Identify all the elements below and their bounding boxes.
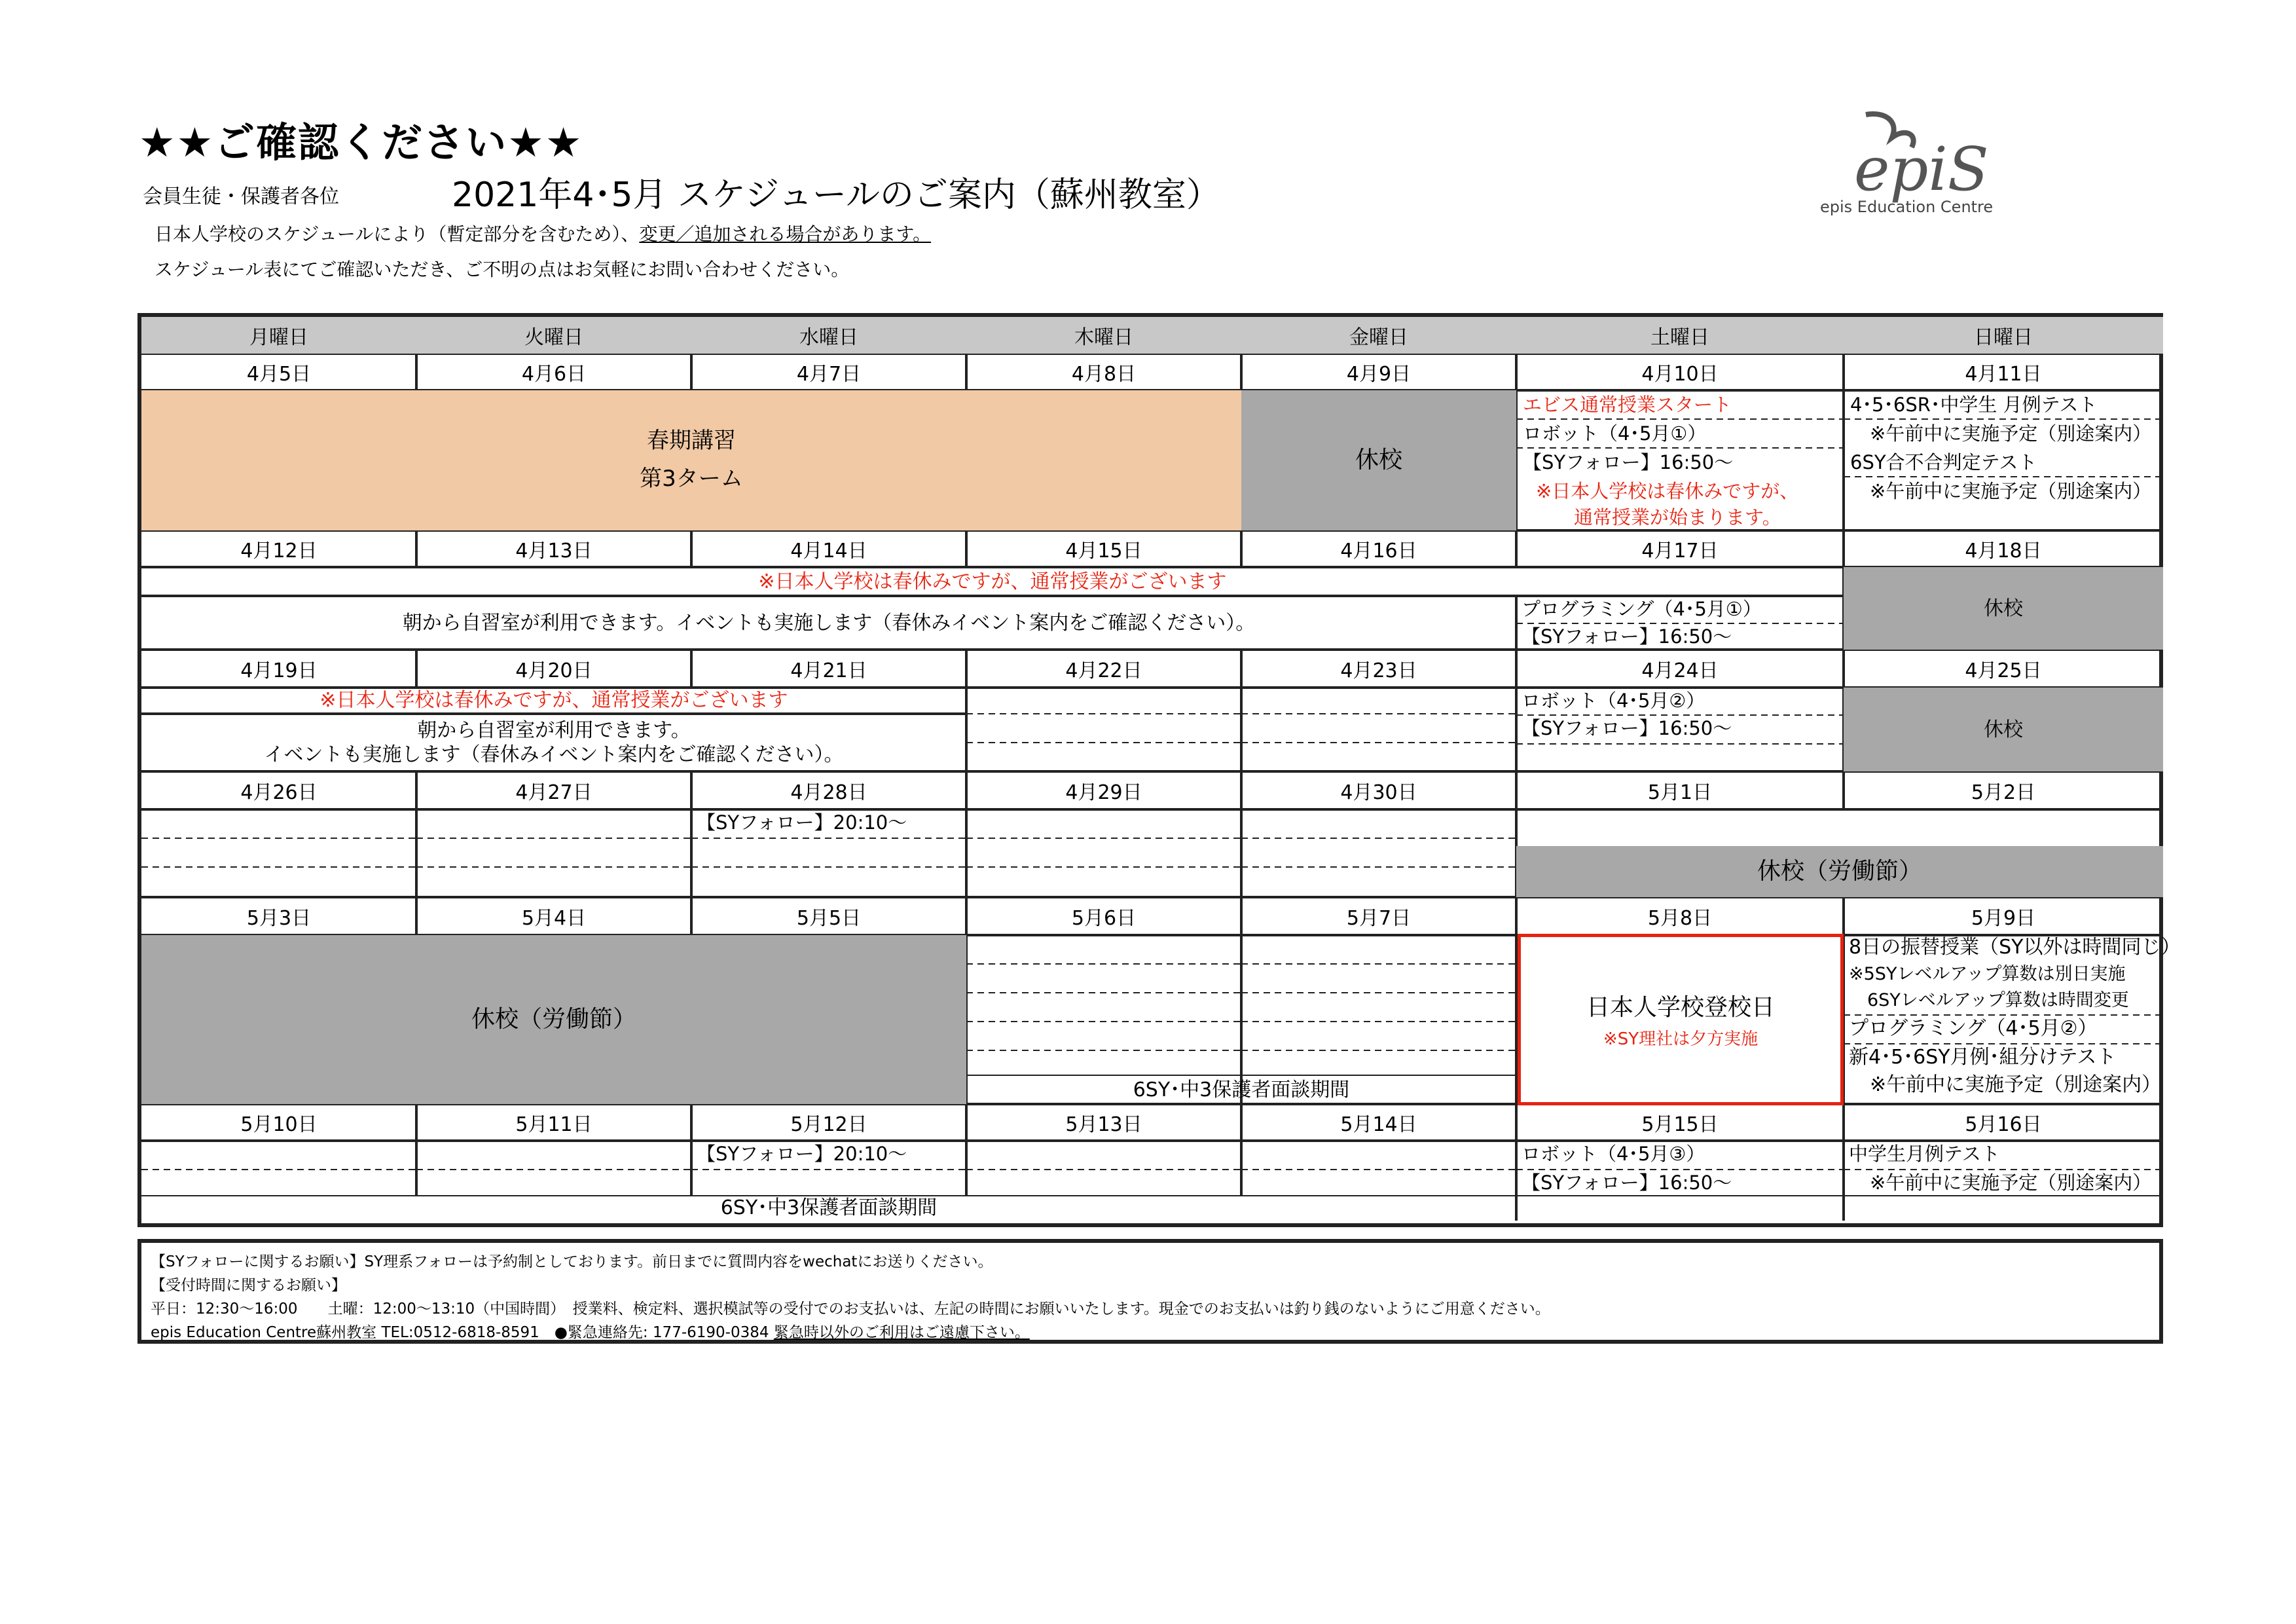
closed-text — [1516, 846, 2163, 897]
cell-line: 6SY･中3保護者面談期間 — [720, 1196, 938, 1219]
interview-period — [966, 1075, 1516, 1104]
date-cell: 5月2日 — [1971, 781, 2036, 804]
weekday-5: 土曜日 — [1650, 326, 1709, 349]
self-study-text — [141, 714, 966, 771]
sat-event: 【SYフォロー】16:50～ — [1522, 717, 1732, 739]
date-cell: 5月10日 — [240, 1113, 318, 1136]
date-cell: 4月11日 — [1965, 363, 2042, 386]
date-cell: 4月21日 — [790, 659, 867, 682]
date-cell: 5月5日 — [796, 907, 862, 930]
date-cell: 4月7日 — [796, 363, 862, 386]
date-cell: 5月3日 — [246, 907, 312, 930]
school-day-title: 日本人学校登校日 — [1586, 993, 1775, 1021]
date-cell: 4月13日 — [515, 540, 592, 563]
date-cell: 5月14日 — [1340, 1113, 1417, 1136]
footer-emergency-note: 緊急時以外のご利用はご遠慮下さい。 — [773, 1324, 1030, 1341]
closed-text — [1241, 390, 1516, 530]
cell-line: 休校 — [1984, 718, 2023, 741]
sun-event: 6SYレベルアップ算数は時間変更 — [1867, 990, 2129, 1010]
sy-follow: 【SYフォロー】20:10～ — [697, 1143, 907, 1165]
svg-text:epiS: epiS — [1854, 134, 1989, 204]
notice-line-1-underlined: 変更／追加される場合があります。 — [639, 223, 932, 245]
sun-event: 4･5･6SR･中学生 月例テスト — [1850, 394, 2098, 416]
closed-text — [141, 935, 966, 1104]
spring-course-text — [141, 390, 1241, 530]
date-cell: 4月16日 — [1340, 540, 1417, 563]
date-cell: 4月27日 — [515, 781, 592, 804]
footer-line-1: 【SYフォローに関するお願い】SY理系フォローは予約制としております。前日までに質問内容をwechatにお送りください。 — [151, 1253, 993, 1270]
footer-notes — [137, 1239, 2163, 1344]
notice-line-1-text: 日本人学校のスケジュールにより（暫定部分を含むため）、 — [155, 223, 640, 245]
cell-line: 第3ターム — [640, 466, 743, 492]
cell-line: 春期講習 — [647, 428, 736, 454]
date-cell: 4月9日 — [1346, 363, 1412, 386]
school-day-note: ※SY理社は夕方実施 — [1603, 1029, 1758, 1049]
date-cell: 5月16日 — [1965, 1113, 2042, 1136]
notice-bar — [141, 688, 966, 714]
cell-line: 6SY･中3保護者面談期間 — [1133, 1078, 1350, 1101]
date-cell: 4月26日 — [240, 781, 318, 804]
sat-event: ロボット（4･5月①） — [1523, 422, 1707, 445]
sat-event: エビス通常授業スタート — [1523, 394, 1732, 416]
date-cell: 5月15日 — [1641, 1113, 1719, 1136]
weekday-4: 金曜日 — [1349, 326, 1408, 349]
cell-line: 休校 — [1355, 447, 1402, 474]
weekday-3: 木曜日 — [1074, 326, 1133, 349]
weekday-0: 月曜日 — [249, 326, 308, 349]
sat-event: ロボット（4･5月②） — [1522, 690, 1705, 712]
date-cell: 4月30日 — [1340, 781, 1417, 804]
date-cell: 4月10日 — [1641, 363, 1719, 386]
date-cell: 4月24日 — [1641, 659, 1719, 682]
cell-line: 休校 — [1984, 597, 2023, 620]
school-day-box — [1518, 934, 1844, 1105]
sat-event: 【SYフォロー】16:50～ — [1523, 451, 1734, 473]
notice-line-1 — [155, 220, 931, 246]
sat-event: ロボット（4･5月③） — [1522, 1143, 1705, 1165]
date-cell: 5月11日 — [515, 1113, 592, 1136]
sat-note: 通常授業が始まります。 — [1574, 506, 1781, 528]
sun-event: ※午前中に実施予定（別途案内） — [1870, 1073, 2162, 1096]
date-cell: 5月7日 — [1346, 907, 1412, 930]
sat-event: プログラミング（4･5月①） — [1522, 598, 1762, 620]
date-cell: 4月12日 — [240, 540, 318, 563]
schedule-title: 2021年4･5月 スケジュールのご案内（蘇州教室） — [452, 175, 1220, 215]
closed-text — [1844, 567, 2163, 650]
cell-line: ※日本人学校は春休みですが、通常授業がございます — [319, 689, 788, 712]
notice-bar — [141, 567, 1844, 596]
footer-line-2: 【受付時間に関するお願い】 — [151, 1277, 346, 1294]
date-cell: 4月6日 — [521, 363, 587, 386]
sat-event: 【SYフォロー】16:50～ — [1522, 1172, 1732, 1194]
recipients-label: 会員生徒・保護者各位 — [143, 185, 339, 208]
date-cell: 4月8日 — [1071, 363, 1137, 386]
date-cell: 4月20日 — [515, 659, 592, 682]
sun-event: ※午前中に実施予定（別途案内） — [1870, 480, 2152, 502]
weekday-2: 水曜日 — [799, 326, 858, 349]
date-cell: 4月23日 — [1340, 659, 1417, 682]
date-cell: 5月6日 — [1071, 907, 1137, 930]
cell-line: 休校（労働節） — [471, 1006, 636, 1033]
cell-line: イベントも実施します（春休みイベント案内をご確認ください）。 — [264, 743, 844, 766]
date-cell: 5月13日 — [1065, 1113, 1142, 1136]
date-cell: 4月25日 — [1965, 659, 2042, 682]
sun-event: 6SY合不合判定テスト — [1850, 451, 2037, 473]
interview-period — [141, 1196, 1516, 1221]
self-study-text — [141, 596, 1516, 650]
sun-event: ※5SYレベルアップ算数は別日実施 — [1849, 964, 2126, 984]
date-cell: 4月15日 — [1065, 540, 1142, 563]
cell-line: ※日本人学校は春休みですが、通常授業がございます — [758, 570, 1227, 593]
date-cell: 5月9日 — [1971, 907, 2036, 930]
cell-line: 朝から自習室が利用できます。 — [417, 718, 691, 742]
date-cell: 4月18日 — [1965, 540, 2042, 563]
sun-event: プログラミング（4･5月②） — [1849, 1017, 2098, 1040]
date-cell: 4月29日 — [1065, 781, 1142, 804]
date-cell: 5月1日 — [1647, 781, 1713, 804]
calendar-cells — [141, 317, 2181, 1223]
cell-line: 朝から自習室が利用できます。イベントも実施します（春休みイベント案内をご確認ください）。 — [402, 611, 1256, 635]
sat-event: 【SYフォロー】16:50～ — [1522, 625, 1732, 648]
date-cell: 5月8日 — [1647, 907, 1713, 930]
sun-event: ※午前中に実施予定（別途案内） — [1870, 422, 2152, 445]
weekday-1: 火曜日 — [524, 326, 583, 349]
cell-line: 休校（労働節） — [1757, 858, 1922, 885]
page-title: ★★ご確認ください★★ — [139, 119, 583, 166]
weekday-6: 日曜日 — [1974, 326, 2033, 349]
date-cell: 4月22日 — [1065, 659, 1142, 682]
footer-line-4 — [151, 1320, 1030, 1342]
footer-line-3: 平日：12:30～16:00 土曜：12:00～13:10（中国時間） 授業料、検定料、選択模試等の受付でのお支払いは、左記の時間にお願いいたします。現金でのお支払いは釣り銭のないようにご用意ください。 — [151, 1301, 1550, 1318]
notice-line-2: スケジュール表にてご確認いただき、ご不明の点はお気軽にお問い合わせください。 — [155, 259, 850, 280]
schedule-calendar — [137, 313, 2181, 1227]
sun-event: 8日の振替授業（SY以外は時間同じ） — [1849, 936, 2181, 959]
sun-event: 中学生月例テスト — [1849, 1143, 2000, 1165]
date-cell: 4月5日 — [246, 363, 312, 386]
closed-text — [1844, 688, 2163, 771]
date-cell: 4月28日 — [790, 781, 867, 804]
sy-follow: 【SYフォロー】20:10～ — [697, 811, 907, 834]
sat-note: ※日本人学校は春休みですが、 — [1536, 480, 1799, 502]
logo-caption: epis Education Centre — [1820, 198, 1994, 216]
date-cell: 4月17日 — [1641, 540, 1719, 563]
date-cell: 5月4日 — [521, 907, 587, 930]
date-cell: 4月19日 — [240, 659, 318, 682]
sun-event: ※午前中に実施予定（別途案内） — [1870, 1172, 2152, 1194]
sun-event: 新4･5･6SY月例･組分けテスト — [1849, 1046, 2117, 1069]
date-cell: 4月14日 — [790, 540, 867, 563]
footer-contact: epis Education Centre蘇州教室 TEL:0512-6818-8591 ●緊急連絡先: 177-6190-0384 — [151, 1324, 774, 1341]
date-cell: 5月12日 — [790, 1113, 867, 1136]
